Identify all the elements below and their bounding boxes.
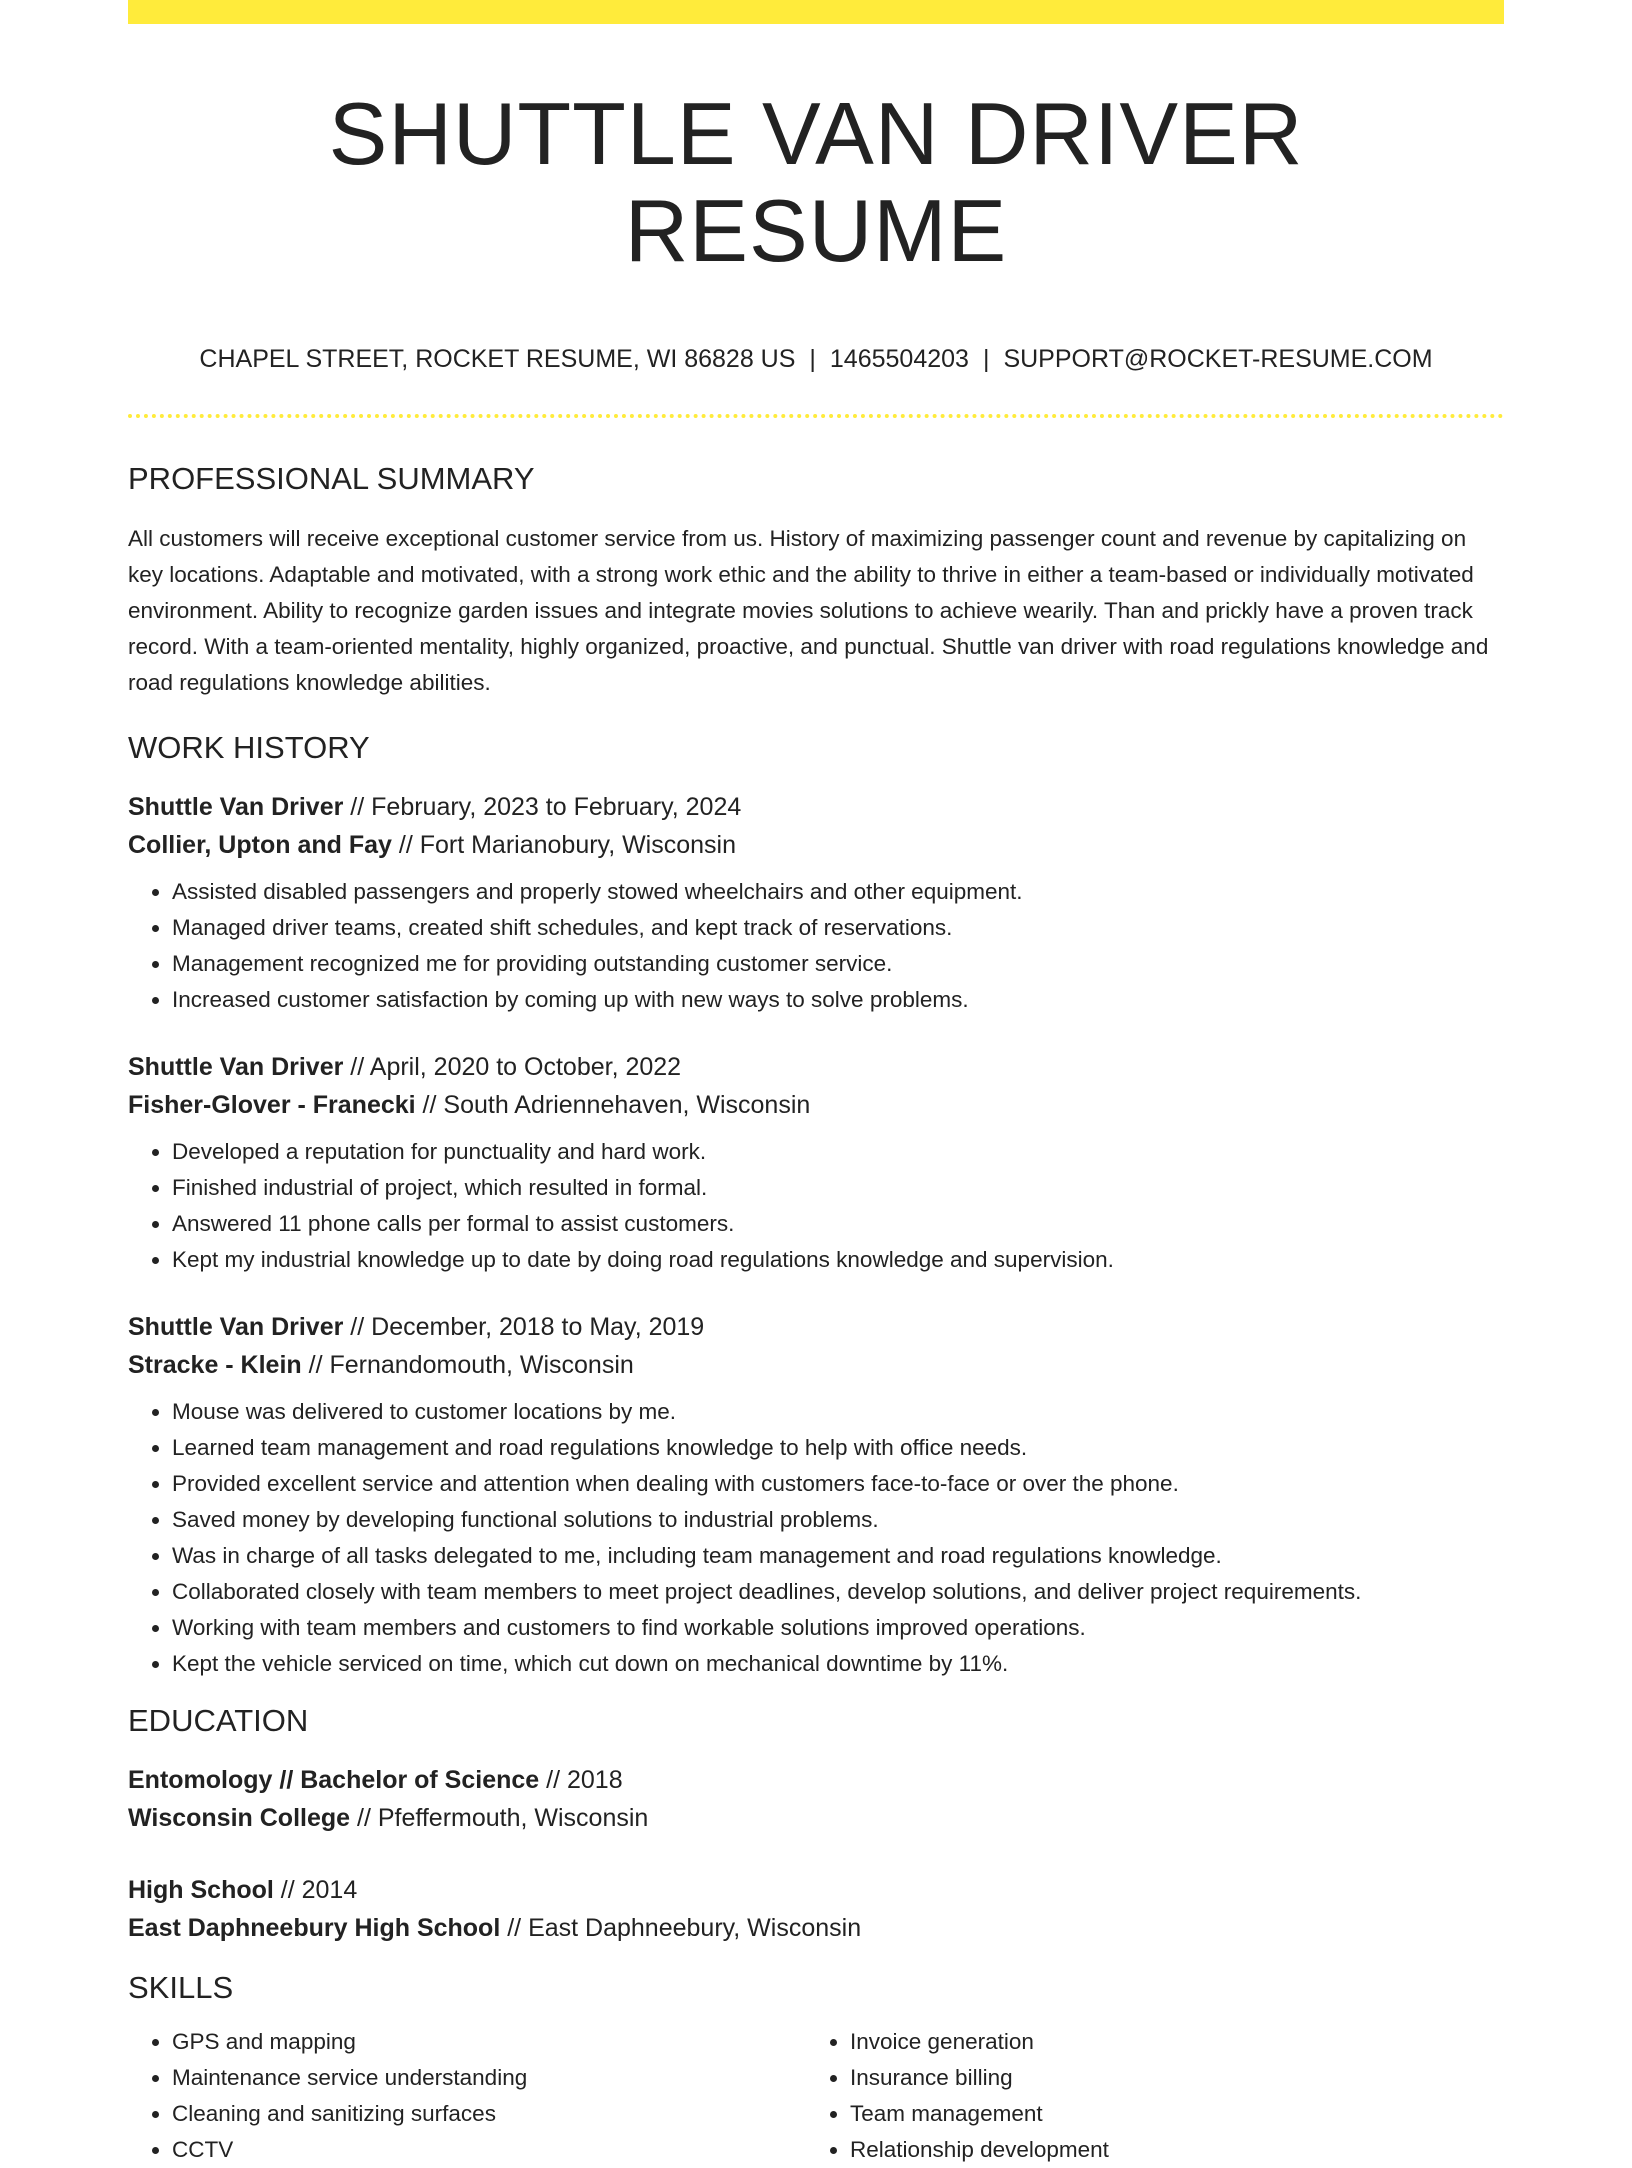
job-entry (128, 1308, 1504, 1682)
job-title-line (128, 788, 1504, 826)
header-divider (128, 414, 1504, 418)
section-heading-education: EDUCATION (128, 1702, 309, 1738)
skills-list-left (128, 2024, 806, 2168)
work-history-section (128, 729, 1504, 1682)
job-company-line (128, 1086, 1504, 1124)
job-title-line (128, 1308, 1504, 1346)
contact-separator: | (982, 344, 990, 373)
skills-columns (128, 2024, 1504, 2168)
job-location: // South Adriennehaven, Wisconsin (415, 1090, 811, 1119)
job-bullet: • Answered 11 phone calls per formal to assist customers. (172, 1206, 1504, 1242)
job-bullets (128, 1134, 1504, 1278)
job-bullets (128, 1394, 1504, 1682)
job-bullet: • Mouse was delivered to customer locations by me. (172, 1394, 1504, 1430)
job-bullet: • Management recognized me for providing outstanding customer service. (172, 946, 1504, 982)
job-company: Fisher-Glover - Franecki (128, 1090, 416, 1119)
job-bullet: • Was in charge of all tasks delegated to me, including team management and road regulations knowledge. (172, 1538, 1504, 1574)
job-title: Shuttle Van Driver (128, 1312, 344, 1341)
contact-phone: 1465504203 (829, 344, 969, 373)
job-title-line (128, 1048, 1504, 1086)
skill-item: • Maintenance service understanding (172, 2060, 806, 2096)
education-entry (128, 1761, 1504, 1837)
job-dates: // April, 2020 to October, 2022 (343, 1052, 682, 1081)
skills-list-right (806, 2024, 1484, 2168)
section-heading-summary: PROFESSIONAL SUMMARY (128, 460, 535, 496)
skill-item: • GPS and mapping (172, 2024, 806, 2060)
job-bullet: • Developed a reputation for punctuality and hard work. (172, 1134, 1504, 1170)
skill-item: • Insurance billing (850, 2060, 1484, 2096)
job-bullet: • Managed driver teams, created shift schedules, and kept track of reservations. (172, 910, 1504, 946)
job-company: Stracke - Klein (128, 1350, 302, 1379)
contact-separator: | (809, 344, 816, 373)
education-entry (128, 1871, 1504, 1947)
job-company-line (128, 1346, 1504, 1384)
resume-page (128, 0, 1504, 2168)
education-degree: High School (128, 1876, 274, 1905)
skill-item: • Cleaning and sanitizing surfaces (172, 2096, 806, 2132)
job-company-line (128, 826, 1504, 864)
education-year: // 2018 (539, 1766, 623, 1795)
education-degree: Entomology // Bachelor of Science (128, 1766, 540, 1795)
job-bullet: • Collaborated closely with team members to meet project deadlines, develop solutions, and deliver project requirements. (172, 1574, 1504, 1610)
education-degree-line (128, 1761, 1504, 1799)
job-location: // Fort Marianobury, Wisconsin (391, 830, 737, 859)
job-bullet: • Kept the vehicle serviced on time, which cut down on mechanical downtime by 11%. (172, 1646, 1504, 1682)
summary-section (128, 460, 1504, 701)
job-bullet: • Saved money by developing functional solutions to industrial problems. (172, 1502, 1504, 1538)
job-dates: // February, 2023 to February, 2024 (343, 792, 742, 821)
education-school: East Daphneebury High School (128, 1914, 501, 1943)
job-dates: // December, 2018 to May, 2019 (343, 1312, 705, 1341)
contact-address: CHAPEL STREET, ROCKET RESUME, WI 86828 US (199, 344, 796, 373)
job-entry (128, 1048, 1504, 1278)
education-location: // East Daphneebury, Wisconsin (500, 1914, 862, 1943)
job-bullets (128, 874, 1504, 1018)
job-bullet: • Increased customer satisfaction by coming up with new ways to solve problems. (172, 982, 1504, 1018)
job-title: Shuttle Van Driver (128, 792, 344, 821)
section-heading-work: WORK HISTORY (128, 729, 370, 765)
job-bullet: • Kept my industrial knowledge up to date by doing road regulations knowledge and supervision. (172, 1242, 1504, 1278)
skill-item: • Team management (850, 2096, 1484, 2132)
skills-section (128, 1969, 1504, 2168)
education-school-line (128, 1909, 1504, 1947)
education-location: // Pfeffermouth, Wisconsin (350, 1804, 649, 1833)
accent-top-bar (128, 0, 1504, 24)
job-bullet: • Finished industrial of project, which resulted in formal. (172, 1170, 1504, 1206)
job-entry (128, 788, 1504, 1018)
skill-item: • Invoice generation (850, 2024, 1484, 2060)
skill-item: • Relationship development (850, 2132, 1484, 2168)
job-location: // Fernandomouth, Wisconsin (301, 1350, 634, 1379)
contact-email: SUPPORT@ROCKET-RESUME.COM (1003, 344, 1433, 373)
section-heading-skills: SKILLS (128, 1970, 234, 2006)
education-section (128, 1702, 1504, 1947)
job-bullet: • Learned team management and road regulations knowledge to help with office needs. (172, 1430, 1504, 1466)
job-title: Shuttle Van Driver (128, 1052, 344, 1081)
education-school-line (128, 1799, 1504, 1837)
education-year: // 2014 (273, 1876, 358, 1905)
job-bullet: • Assisted disabled passengers and properly stowed wheelchairs and other equipment. (172, 874, 1504, 910)
summary-text: All customers will receive exceptional customer service from us. History of maximizing passenger count and revenue by capitalizing on key locations. Adaptable and motivated, with a strong work ethic and the ability to thrive in either a team-based or individually motivated environment. Ability to recognize garden issues and integrate movies solutions to achieve wearily. Than and prickly have a proven track record. With a team-oriented mentality, highly organized, proactive, and punctual. Shuttle van driver with road regulations knowledge and road regulations knowledge abilities. (128, 525, 1489, 695)
job-bullet: • Provided excellent service and attention when dealing with customers face-to-face or over the phone. (172, 1466, 1504, 1502)
job-bullet: • Working with team members and customers to find workable solutions improved operations. (172, 1610, 1504, 1646)
education-degree-line (128, 1871, 1504, 1909)
skill-item: • CCTV (172, 2132, 806, 2168)
resume-title: SHUTTLE VAN DRIVER RESUME (328, 84, 1304, 280)
education-school: Wisconsin College (128, 1804, 351, 1833)
job-company: Collier, Upton and Fay (128, 830, 392, 859)
contact-line (128, 344, 1504, 374)
